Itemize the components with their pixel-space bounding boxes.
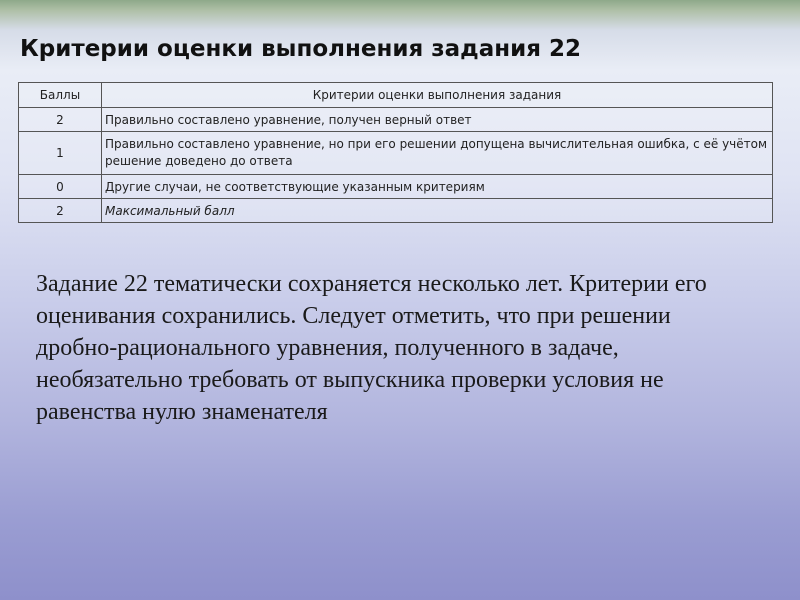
header-score: Баллы bbox=[19, 83, 102, 108]
row-criterion: Правильно составлено уравнение, получен верный ответ bbox=[102, 108, 773, 132]
row-score: 2 bbox=[19, 199, 102, 223]
slide-title: Критерии оценки выполнения задания 22 bbox=[20, 36, 582, 62]
row-criterion: Максимальный балл bbox=[102, 199, 773, 223]
table-row bbox=[19, 199, 773, 223]
row-score: 2 bbox=[19, 108, 102, 132]
row-criterion: Правильно составлено уравнение, но при его решении допущена вычислительная ошибка, с её учётом решение доведено до ответа bbox=[102, 132, 773, 175]
criteria-table bbox=[18, 82, 773, 223]
body-paragraph: Задание 22 тематически сохраняется несколько лет. Критерии его оценивания сохранились. Следует отметить, что при решении дробно-рационального уравнения, полученного в задаче, необязательно требовать от выпускника проверки условия не равенства нулю знаменателя bbox=[36, 271, 707, 425]
table-header-row bbox=[19, 83, 773, 108]
table-row bbox=[19, 175, 773, 199]
row-score: 0 bbox=[19, 175, 102, 199]
table-row bbox=[19, 108, 773, 132]
row-score: 1 bbox=[19, 132, 102, 175]
table-row bbox=[19, 132, 773, 175]
row-criterion: Другие случаи, не соответствующие указанным критериям bbox=[102, 175, 773, 199]
header-criteria: Критерии оценки выполнения задания bbox=[102, 83, 773, 108]
